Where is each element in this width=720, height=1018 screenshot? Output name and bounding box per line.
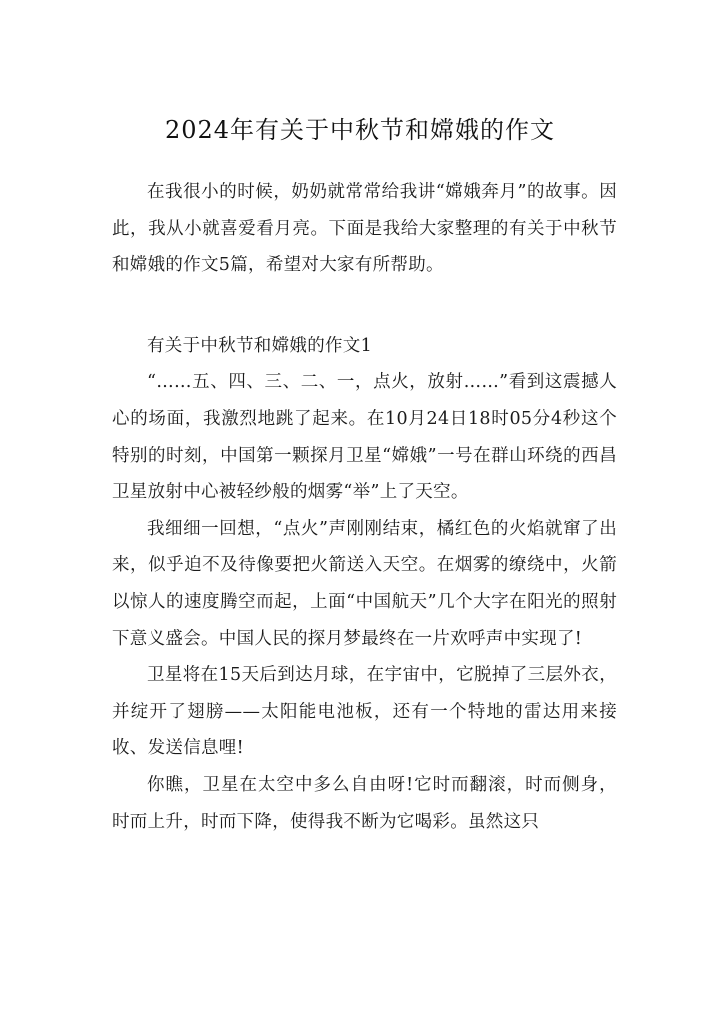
document-body — [112, 174, 617, 840]
section-heading: 有关于中秋节和嫦娥的作文1 — [147, 335, 373, 356]
body-paragraph: 我细细一回想，“点火”声刚刚结束，橘红色的火焰就窜了出来，似乎迫不及待像要把火箭送入天空。在烟雾的缭绕中，火箭以惊人的速度腾空而起，上面“中国航天”几个大字在阳光的照射下意义盛会。中国人民的探月梦最终在一片欢呼声中实现了! — [112, 518, 617, 649]
body-paragraph: 卫星将在15天后到达月球，在宇宙中，它脱掉了三层外衣，并绽开了翅膀——太阳能电池板，还有一个特地的雷达用来接收、发送信息哩! — [112, 665, 617, 759]
document-title: 2024年有关于中秋节和嫦娥的作文 — [164, 116, 556, 144]
intro-paragraph: 在我很小的时候，奶奶就常常给我讲“嫦娥奔月”的故事。因此，我从小就喜爱看月亮。下面是我给大家整理的有关于中秋节和嫦娥的作文5篇，希望对大家有所帮助。 — [112, 182, 617, 276]
body-paragraph: 你瞧，卫星在太空中多么自由呀!它时而翻滚，时而侧身，时而上升，时而下降，使得我不断为它喝彩。虽然这只 — [112, 774, 617, 832]
body-paragraph: “……五、四、三、二、一，点火，放射……”看到这震撼人心的场面，我激烈地跳了起来。在10月24日18时05分4秒这个特别的时刻，中国第一颗探月卫星“嫦娥”一号在群山环绕的西昌卫星放射中心被轻纱般的烟雾“举”上了天空。 — [112, 372, 617, 503]
section-gap — [112, 284, 617, 328]
